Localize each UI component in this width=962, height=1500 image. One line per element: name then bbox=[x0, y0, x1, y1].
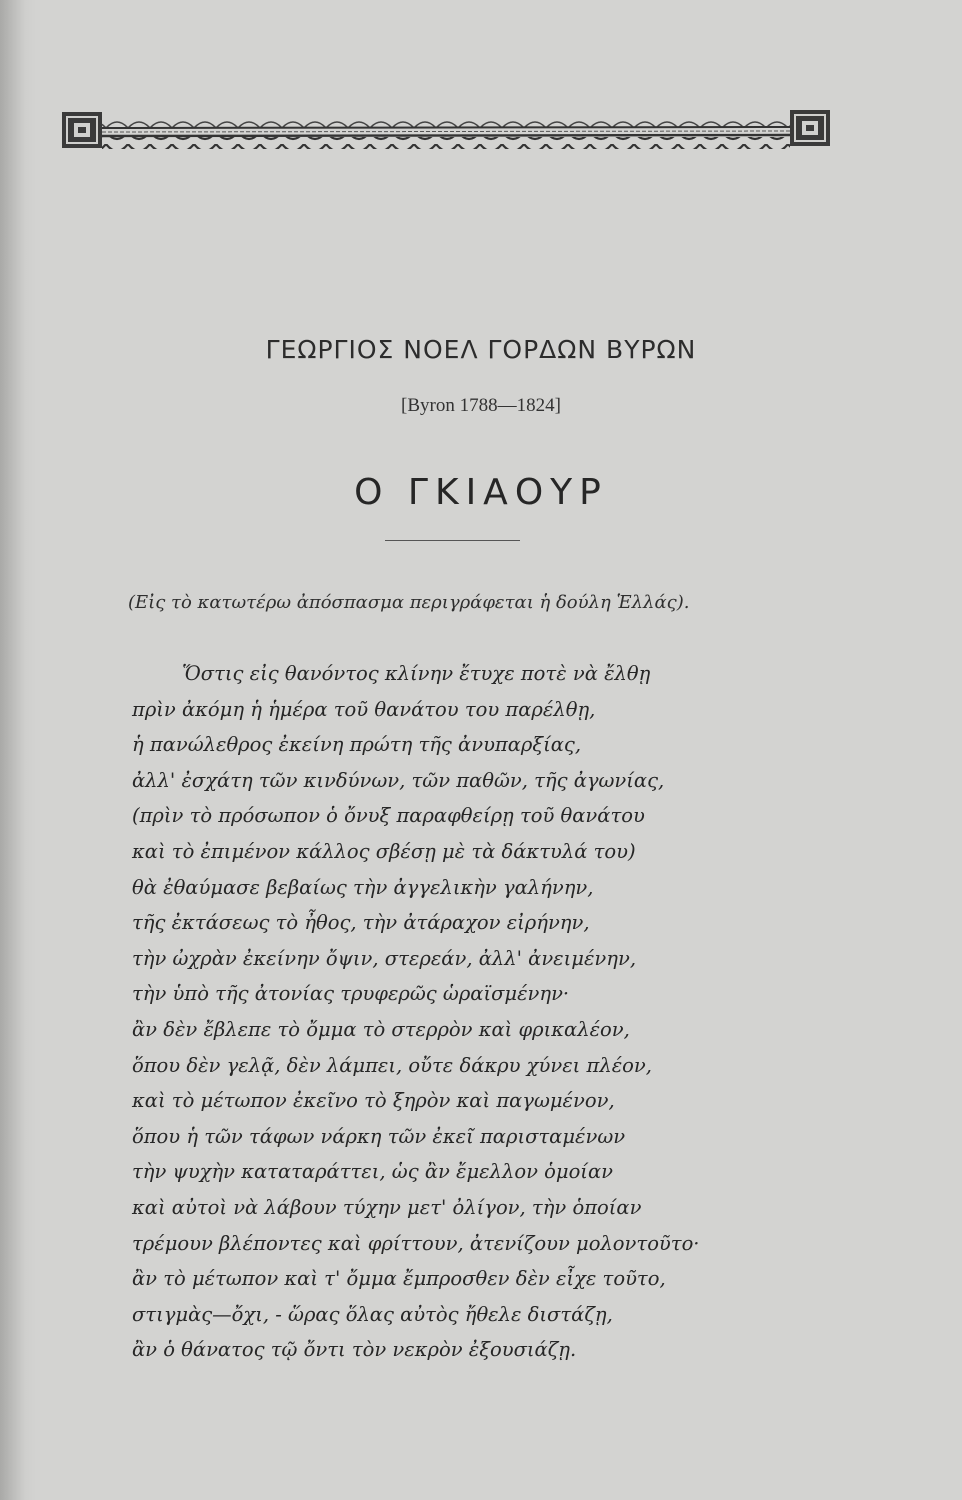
verse-line: ἂν δὲν ἔβλεπε τὸ ὄμμα τὸ στερρὸν καὶ φρικαλέον, bbox=[132, 1017, 630, 1041]
verse-line: καὶ αὐτοὶ νὰ λάβουν τύχην μετ' ὀλίγον, τὴν ὁποίαν bbox=[132, 1195, 642, 1219]
verse-line: τῆς ἐκτάσεως τὸ ἦθος, τὴν ἀτάραχον εἰρήνην, bbox=[132, 911, 590, 935]
verse-line: Ὅστις εἰς θανόντος κλίνην ἔτυχε ποτὲ νὰ ἔλθῃ bbox=[182, 662, 651, 685]
author-heading: ΓΕΩΡΓΙΟΣ ΝΟΕΛ ΓΟΡΔΩΝ ΒΥΡΩΝ bbox=[265, 335, 697, 364]
verse-line: (πρὶν τὸ πρόσωπον ὁ ὄνυξ παραφθείρῃ τοῦ θανάτου bbox=[132, 804, 645, 828]
verse-line: ἡ πανώλεθρος ἐκείνη πρώτη τῆς ἀνυπαρξίας, bbox=[132, 733, 582, 757]
verse-line: ἂν ὁ θάνατος τῷ ὄντι τὸν νεκρὸν ἐξουσιάζῃ. bbox=[132, 1338, 577, 1362]
verse-line: ὅπου ἡ τῶν τάφων νάρκη τῶν ἐκεῖ παρισταμένων bbox=[132, 1124, 626, 1148]
verse-line: ὅπου δὲν γελᾷ, δὲν λάμπει, οὔτε δάκρυ χύνει πλέον, bbox=[132, 1053, 652, 1077]
verse-line: πρὶν ἀκόμη ἡ ἡμέρα τοῦ θανάτου του παρέλθῃ, bbox=[132, 697, 596, 721]
verse-line: ἀλλ' ἐσχάτη τῶν κινδύνων, τῶν παθῶν, τῆς ἀγωνίας, bbox=[132, 768, 665, 792]
verse-line: τὴν ὠχρὰν ἐκείνην ὄψιν, στερεάν, ἀλλ' ἀνειμένην, bbox=[132, 946, 637, 970]
verse-line: τὴν ψυχὴν καταταράττει, ὡς ἂν ἔμελλον ὁμοίαν bbox=[132, 1160, 613, 1184]
verse-line: τὴν ὑπὸ τῆς ἀτονίας τρυφερῶς ὡραϊσμένην· bbox=[132, 982, 570, 1006]
introductory-note: (Εἰς τὸ κατωτέρω ἀπόσπασμα περιγράφεται ἡ δούλη Ἑλλάς). bbox=[128, 592, 690, 613]
title-divider bbox=[385, 540, 520, 541]
verse-line: καὶ τὸ ἐπιμένον κάλλος σβέσῃ μὲ τὰ δάκτυλά του) bbox=[132, 839, 636, 863]
poem-title: Ο ΓΚΙΑΟΥΡ bbox=[354, 472, 608, 513]
author-dates: [Byron 1788—1824] bbox=[401, 395, 561, 416]
verse-line: στιγμὰς—ὄχι, - ὥρας ὅλας αὐτὸς ἤθελε διστάζῃ, bbox=[132, 1302, 613, 1326]
verse-line: καὶ τὸ μέτωπον ἐκεῖνο τὸ ξηρὸν καὶ παγωμένον, bbox=[132, 1089, 615, 1113]
ornamental-header-band bbox=[62, 108, 830, 158]
verse-line: θὰ ἐθαύμασε βεβαίως τὴν ἀγγελικὴν γαλήνην, bbox=[132, 875, 594, 899]
verse-line: ἂν τὸ μέτωπον καὶ τ' ὄμμα ἔμπροσθεν δὲν εἶχε τοῦτο, bbox=[132, 1267, 666, 1291]
page-edge-shadow bbox=[0, 0, 36, 1500]
verse-line: τρέμουν βλέποντες καὶ φρίττουν, ἀτενίζουν μολοντοῦτο· bbox=[132, 1231, 700, 1255]
poem-verse bbox=[132, 656, 852, 1368]
